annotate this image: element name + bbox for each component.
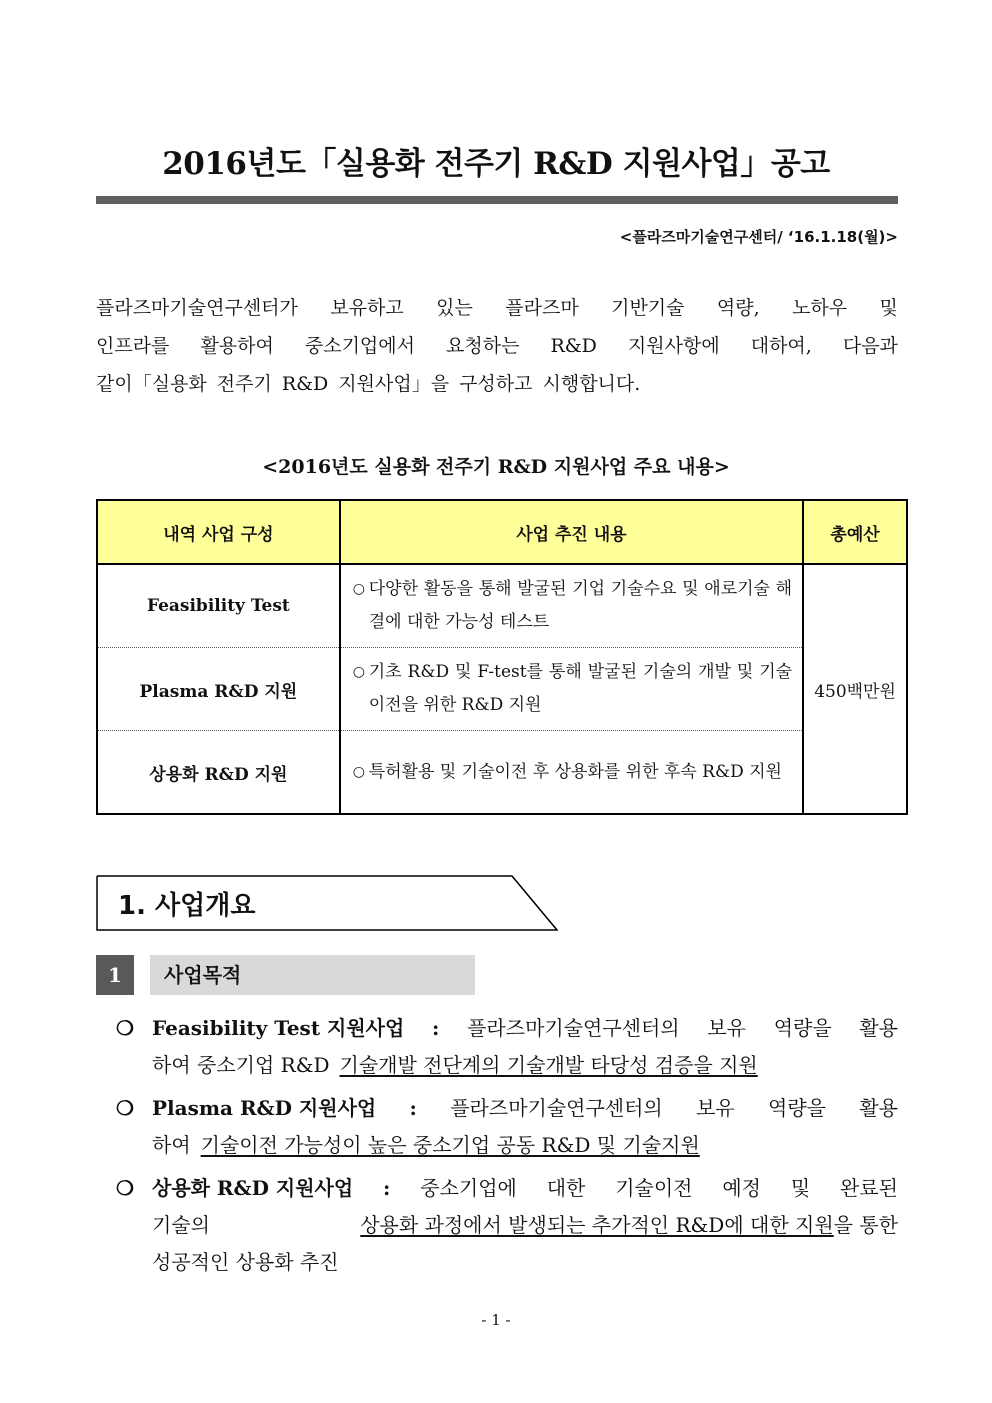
circle-bullet-icon: ○	[352, 664, 365, 680]
list-item	[116, 1090, 898, 1164]
word: 구성하고	[459, 373, 533, 395]
word: 활용하여	[200, 335, 274, 357]
item-heading: Feasibility Test 지원사업	[152, 1016, 405, 1040]
row-description	[340, 648, 803, 731]
item-colon: :	[432, 1016, 440, 1040]
word: R&D	[281, 373, 329, 395]
item-text: 하여	[152, 1133, 191, 1157]
word: 보유	[696, 1096, 735, 1120]
item-underlined-text: 기술개발 전단계의 기술개발 타당성 검증을 지원	[339, 1053, 758, 1077]
section-title: 1. 사업개요	[118, 891, 256, 921]
word: 시행합니다.	[542, 373, 641, 395]
row-desc-text: 기초 R&D 및 F-test를 통해 발굴된 기술의 개발 및 기술이전을 위한 R&D 지원	[368, 662, 793, 715]
source-date: <플라즈마기술연구센터/ ‘16.1.18(월)>	[619, 228, 898, 246]
item-colon: :	[383, 1176, 391, 1200]
word: 기술이전	[615, 1176, 693, 1200]
item-text: 하여 중소기업 R&D	[152, 1053, 330, 1077]
list-item	[116, 1010, 898, 1084]
total-budget: 450백만원	[803, 564, 907, 814]
item-underlined-text: 기술이전 가능성이 높은 중소기업 공동 R&D 및 기술지원	[200, 1133, 700, 1157]
item-text: 기술의	[152, 1213, 210, 1237]
word: 중소기업에서	[304, 335, 415, 357]
table-caption: <2016년도 실용화 전주기 R&D 지원사업 주요 내용>	[262, 456, 730, 478]
header-contents: 사업 추진 내용	[340, 500, 803, 564]
hollow-circle-bullet-icon: ❍	[116, 1016, 134, 1040]
intro-line-3	[96, 365, 898, 403]
word: 다음과	[842, 335, 898, 357]
header-budget: 총예산	[803, 500, 907, 564]
program-table	[96, 499, 908, 815]
item-heading: Plasma R&D 지원사업	[152, 1096, 377, 1120]
row-name: Feasibility Test	[97, 564, 340, 648]
title-divider	[96, 196, 898, 204]
word: 및	[790, 1176, 811, 1200]
row-name: 상용화 R&D 지원	[97, 731, 340, 815]
item-underlined-text: 상용화 과정에서 발생되는 추가적인 R&D에 대한 지원	[360, 1213, 834, 1237]
circle-bullet-icon: ○	[352, 581, 365, 597]
word: 활용	[859, 1096, 898, 1120]
word: 대한	[546, 1176, 586, 1200]
word: 기반기술	[611, 297, 685, 319]
hollow-circle-bullet-icon: ❍	[116, 1096, 134, 1120]
word: R&D	[550, 335, 597, 357]
word: 활용	[859, 1016, 898, 1040]
word: 노하우	[792, 297, 848, 319]
intro-line-2	[96, 327, 898, 365]
table-row	[97, 731, 907, 815]
word: 완료된	[839, 1176, 898, 1200]
item-colon: :	[409, 1096, 417, 1120]
word: 지원사항에	[627, 335, 720, 357]
page-title: 2016년도「실용화 전주기 R&D 지원사업」공고	[162, 146, 830, 182]
word: 요청하는	[446, 335, 520, 357]
word: 플라즈마기술연구센터가	[96, 297, 298, 319]
word: 중소기업에	[420, 1176, 517, 1200]
page-number: - 1 -	[481, 1311, 511, 1329]
word: 있는	[436, 297, 473, 319]
table-header-row	[97, 500, 907, 564]
row-desc-text: 다양한 활동을 통해 발굴된 기업 기술수요 및 애로기술 해결에 대한 가능성 테스트	[368, 579, 793, 632]
row-description	[340, 731, 803, 815]
word: 대하여,	[750, 335, 812, 357]
word: 역량을	[773, 1016, 832, 1040]
word: 플라즈마	[505, 297, 579, 319]
word: 지원사업」을	[338, 373, 450, 395]
list-item	[116, 1170, 898, 1281]
item-heading: 상용화 R&D 지원사업	[152, 1176, 354, 1200]
item-text: 을 통한	[833, 1213, 898, 1237]
intro-line-1	[96, 289, 898, 327]
word: 역량,	[716, 297, 760, 319]
subsection-title: 사업목적	[164, 963, 242, 987]
word: 예정	[722, 1176, 761, 1200]
word: 같이「실용화	[96, 373, 207, 395]
purpose-list	[116, 1010, 898, 1287]
word: 및	[879, 297, 898, 319]
word: 역량을	[768, 1096, 826, 1120]
row-name: Plasma R&D 지원	[97, 648, 340, 731]
word: 플라즈마기술연구센터의	[450, 1096, 663, 1120]
table-row	[97, 564, 907, 648]
word: 보유하고	[330, 297, 404, 319]
circle-bullet-icon: ○	[352, 763, 365, 780]
word: 전주기	[216, 373, 272, 395]
row-description	[340, 564, 803, 648]
header-components: 내역 사업 구성	[97, 500, 340, 564]
word: 플라즈마기술연구센터의	[467, 1016, 680, 1040]
item-text: 성공적인 상용화 추진	[152, 1250, 339, 1274]
table-row	[97, 648, 907, 731]
hollow-circle-bullet-icon: ❍	[116, 1176, 134, 1200]
row-desc-text: 특허활용 및 기술이전 후 상용화를 위한 후속 R&D 지원	[368, 761, 782, 782]
word: 보유	[707, 1016, 746, 1040]
subsection-number: 1	[96, 955, 134, 995]
word: 인프라를	[96, 335, 170, 357]
intro-paragraph	[96, 289, 898, 403]
